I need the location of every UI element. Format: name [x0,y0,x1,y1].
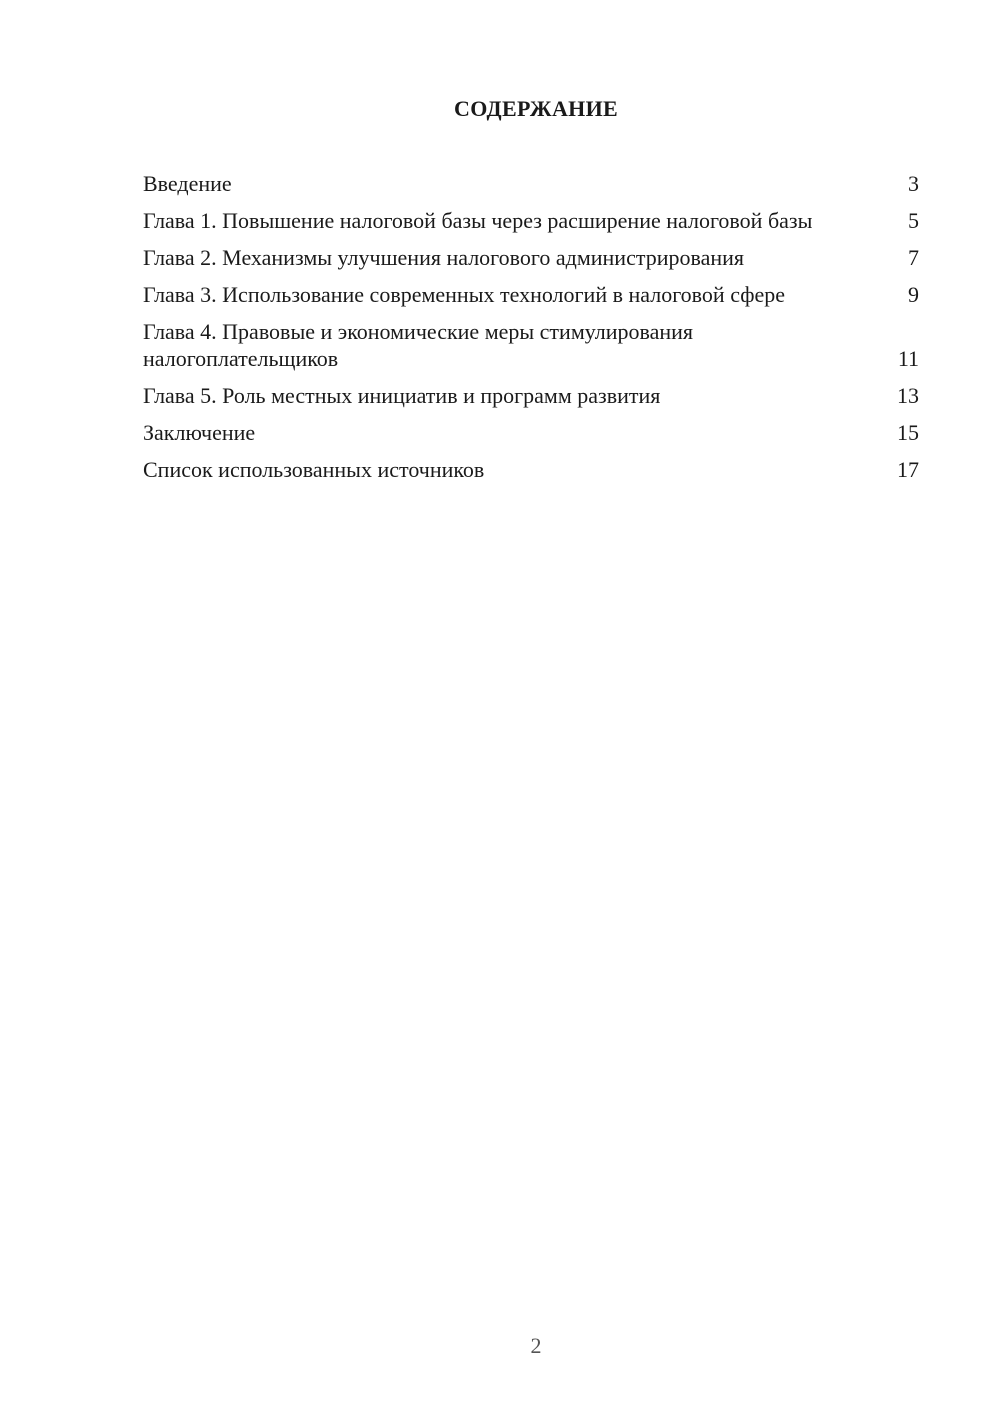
toc-entry-chapter-4 [143,318,919,372]
table-of-contents [143,170,919,493]
toc-entry-page: 5 [908,208,919,233]
toc-entry-page: 17 [897,457,919,482]
toc-entry-page: 3 [908,171,919,196]
toc-entry-page: 15 [897,420,919,445]
toc-entry-page: 7 [908,245,919,270]
toc-entry-text: Глава 1. Повышение налоговой базы через расширение налоговой базы [143,208,813,233]
toc-entry-introduction [143,170,919,197]
toc-entry-chapter-2 [143,244,919,271]
toc-entry-page: 9 [908,282,919,307]
toc-entry-page: 11 [897,346,919,371]
toc-entry-chapter-1 [143,207,919,234]
toc-entry-text: Глава 5. Роль местных инициатив и программ развития [143,383,661,408]
toc-entry-text: Глава 3. Использование современных технологий в налоговой сфере [143,282,786,307]
toc-entry-references [143,456,919,483]
toc-entry-chapter-5 [143,382,919,409]
toc-entry-text: Заключение [143,420,256,445]
toc-entry-text: Глава 4. Правовые и экономические меры стимулирования налогоплательщиков [143,319,694,371]
page-number: 2 [530,1333,542,1358]
toc-entry-conclusion [143,419,919,446]
toc-entry-text: Глава 2. Механизмы улучшения налогового администрирования [143,245,745,270]
toc-entry-page: 13 [897,383,919,408]
toc-entry-text: Список использованных источников [143,457,485,482]
toc-entry-text: Введение [143,171,232,196]
page-title: СОДЕРЖАНИЕ [454,96,618,121]
toc-entry-chapter-3 [143,281,919,308]
